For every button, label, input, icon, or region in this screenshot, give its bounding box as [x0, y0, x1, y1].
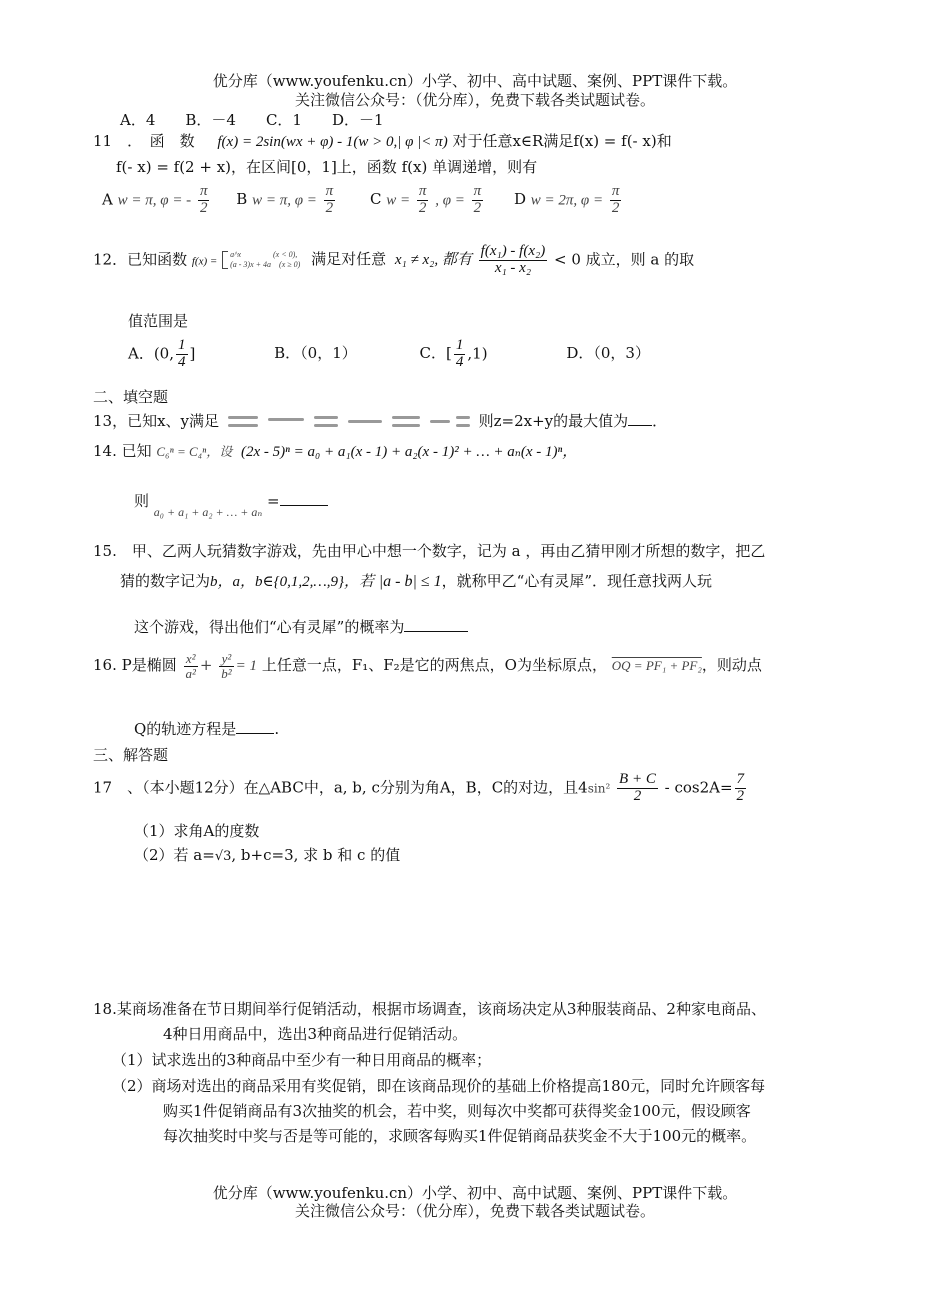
q16-mid: 上任意一点，F₁、F₂是它的两焦点，O为坐标原点， — [261, 656, 607, 675]
q11-condition: 对于任意x∈R满足f(x) = f(- x)和 — [452, 132, 672, 150]
q12-line-2: 值范围是 — [128, 312, 189, 330]
q14-comb: C₆ⁿ = C₄ⁿ，设 — [156, 444, 233, 459]
q12-frac: $\frac{\text{f(x₁) - f(x₂)}}{\text{x₁ - x₂}}$ — [480, 243, 546, 276]
q12-option-c-end: ,1) — [467, 344, 488, 363]
q12-option-b: B．（0，1） — [274, 344, 357, 363]
q17-frac-bc: $\frac{B + C}{2}$ — [619, 771, 656, 804]
q15-line-2d: ，就称甲乙“心有灵犀”．现任意找两人玩 — [441, 572, 712, 590]
q11-option-c-phi: , φ = — [435, 192, 465, 209]
q17-sin: sin² — [587, 781, 611, 796]
q15-line-2b: b，a，b∈{0,1,2,…,9}，若 — [210, 574, 374, 590]
q14-lead: 14. 已知 — [93, 442, 152, 460]
q11-option-a-frac: $\frac{\pi}{2}$ — [199, 183, 208, 216]
q18-part-1: （1）试求选出的3种商品中至少有一种日用商品的概率； — [112, 1051, 492, 1069]
q14-answer-blank — [280, 505, 328, 506]
q16-end: . — [274, 720, 280, 738]
q13-end: ． — [652, 412, 668, 430]
q10-options: A．4 B．－4 C．1 D．－1 — [120, 111, 384, 129]
q15-abs-condition: |a - b| ≤ 1 — [378, 573, 442, 590]
q12-option-a-end: ] — [189, 344, 196, 363]
q16-line-2 — [134, 718, 279, 739]
q13-lead: 13，已知x、y满足 — [93, 412, 220, 430]
q11-option-c-label: C — [369, 190, 382, 209]
q16-line-1: 16. P是椭圆 $\frac{\text{x²}}{\text{a²}}$ + $\frac{\text{y²}}{\text{b²}}$ = 1 上任意一点，F₁、F₂是它的两焦点，O为坐标原点， OQ = PF₁ + PF₂，则动点 — [93, 651, 762, 681]
q17-lead: 17 、（本小题12分）在△ABC中，a, b, c分别为角A，B，C的对边，且4 — [93, 778, 588, 797]
footer-line-1: 优分库（www.youfenku.cn）小学、初中、高中试题、案例、PPT课件下载。 — [212, 1184, 738, 1202]
q12-option-c-frac: $\frac{1}{4}$ — [455, 337, 464, 370]
q15-line-2a: 猜的数字记为 — [120, 572, 211, 590]
q12-lead: 12．已知函数 — [93, 250, 188, 269]
q17-part-1: （1）求角A的度数 — [134, 822, 260, 840]
q11-options — [102, 184, 623, 217]
q15-answer-blank — [404, 631, 468, 632]
q17-root: √3 — [214, 849, 232, 864]
q12-options — [128, 338, 650, 371]
q17-part-2 — [134, 844, 400, 865]
q17-part-2b: , b+c=3, 求 b 和 c 的值 — [231, 846, 401, 864]
q12-piecewise: a^x (x < 0), (a - 3)x + 4a (x ≥ 0) — [222, 250, 300, 270]
q11-option-c-frac-phi: $\frac{\pi}{2}$ — [473, 183, 482, 216]
q11-option-c-w: w = — [386, 192, 411, 209]
q17-mid: - cos2A= — [664, 778, 733, 797]
q14-expansion: (2x - 5)ⁿ = a₀ + a₁(x - 1) + a₂(x - 1)² + … + aₙ(x - 1)ⁿ， — [241, 444, 578, 460]
q12-line-1: 12．已知函数 f(x) = a^x (x < 0), (a - 3)x + 4a (x ≥ 0) 满足对任意 x₁ ≠ x₂, 都有 $\frac{\text{f(x₁) - f(x₂)}}{\text{x₁ - x₂}}$ < 0 成立，则 a 的取 — [93, 243, 695, 276]
q11-option-a: w = π, φ = - — [117, 192, 192, 209]
q12-option-a: A．(0, — [128, 344, 174, 363]
q15-line-3-text: 这个游戏，得出他们“心有灵犀”的概率为 — [134, 618, 405, 636]
q15-line-1: 15. 甲、乙两人玩猜数字游戏，先由甲心中想一个数字，记为 a ，再由乙猜甲刚才所想的数字，把乙 — [93, 542, 766, 560]
q16-vector: OQ = PF₁ + PF₂ — [611, 658, 702, 674]
q11-option-d: w = 2π, φ = — [530, 192, 604, 209]
q17-line-1 — [93, 772, 748, 805]
header-line-1: 优分库（www.youfenku.cn）小学、初中、高中试题、案例、PPT课件下载。 — [212, 72, 738, 90]
q16-tail: ，则动点 — [701, 656, 762, 675]
q13 — [93, 410, 667, 432]
q14-then: 则 — [134, 492, 150, 510]
q11-option-b-frac: $\frac{\pi}{2}$ — [325, 183, 334, 216]
q11-line-2: f(- x) = f(2 + x)，在区间[0，1]上，函数 f(x) 单调递增，则有 — [116, 158, 538, 176]
q11-option-b: w = π, φ = — [252, 192, 317, 209]
q16-eq1: = 1 — [235, 658, 258, 675]
footer-line-2: 关注微信公众号：（优分库），免费下载各类试题试卷。 — [294, 1202, 655, 1220]
q17-part-2a: （2）若 a= — [134, 846, 215, 864]
q11-function: f(x) = 2sin(wx + φ) - 1(w > 0,| φ |< π) — [217, 134, 448, 150]
q15-line-3 — [134, 616, 468, 637]
q11-option-d-label: D — [513, 190, 526, 209]
q11-option-a-label: A — [102, 190, 113, 209]
q13-answer-blank — [628, 425, 652, 426]
q11-number: 11 ． 函 数 — [93, 132, 195, 150]
q11-option-c-frac-w: $\frac{\pi}{2}$ — [418, 183, 427, 216]
section-3-title: 三、解答题 — [93, 746, 169, 764]
q12-option-a-frac: $\frac{1}{4}$ — [178, 337, 186, 370]
q16-answer-blank — [236, 733, 274, 734]
q12-tail: < 0 成立，则 a 的取 — [554, 250, 695, 269]
q16-frac-y: $\frac{\text{y²}}{\text{b²}}$ — [221, 651, 232, 681]
q11-line-1 — [93, 130, 672, 151]
q14-line-1 — [93, 440, 577, 461]
q16-line-2-text: Q的轨迹方程是 — [134, 720, 237, 738]
section-2-title: 二、填空题 — [93, 388, 169, 406]
q12-x1x2: x₁ ≠ x₂, 都有 — [394, 252, 472, 269]
q17-frac-result: $\frac{7}{2}$ — [736, 771, 745, 804]
q14-eq: = — [267, 492, 280, 510]
q18-part-2b: 购买1件促销商品有3次抽奖的机会，若中奖，则每次中奖都可获得奖金100元，假设顾客 — [163, 1102, 751, 1120]
q12-option-c: C．[ — [419, 344, 452, 363]
header-line-2: 关注微信公众号：（优分库），免费下载各类试题试卷。 — [294, 91, 655, 109]
q16-frac-x: $\frac{\text{x²}}{\text{a²}}$ — [185, 651, 196, 681]
q16-lead: 16. P是椭圆 — [93, 656, 177, 675]
q15-line-2 — [120, 570, 712, 591]
q13-tail: 则z=2x+y的最大值为 — [478, 412, 629, 430]
q18-line-1: 18.某商场准备在节日期间举行促销活动，根据市场调查，该商场决定从3种服装商品、2种家电商品、 — [93, 1000, 766, 1018]
q13-constraint-image — [224, 412, 474, 432]
q18-line-2: 4种日用商品中，选出3种商品进行促销活动。 — [163, 1025, 468, 1043]
q12-option-d: D．（0，3） — [566, 344, 650, 363]
q12-mid: 满足对任意 — [311, 250, 387, 269]
q14-sum: a₀ + a₁ + a₂ + … + aₙ — [153, 505, 263, 519]
q11-option-d-frac: $\frac{\pi}{2}$ — [611, 183, 620, 216]
q18-part-2a: （2）商场对选出的商品采用有奖促销，即在该商品现价的基础上价格提高180元，同时允许顾客每 — [112, 1077, 766, 1095]
q18-part-2c: 每次抽奖时中奖与否是等可能的，求顾客每购买1件促销商品获奖金不大于100元的概率。 — [163, 1127, 757, 1145]
q11-option-b-label: B — [236, 190, 248, 209]
